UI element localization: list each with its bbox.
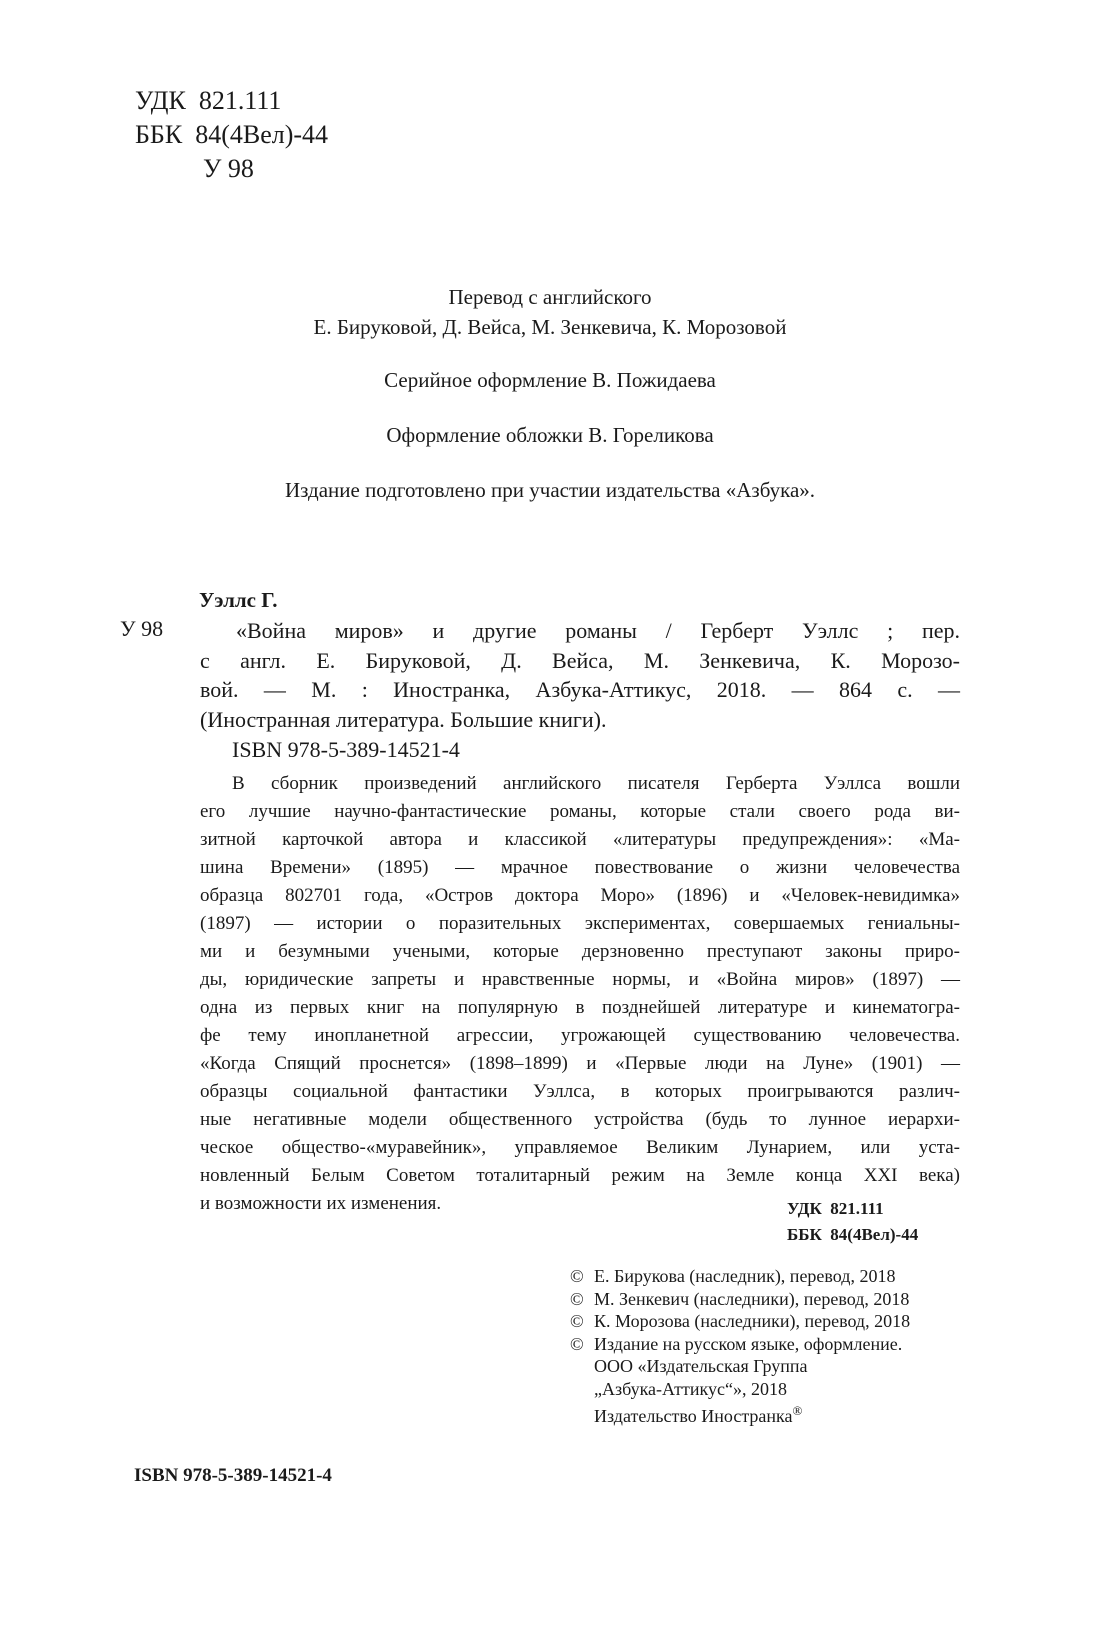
translators: Е. Бируковой, Д. Вейса, М. Зенкевича, К. Морозовой xyxy=(313,315,787,339)
abstract-line: образца 802701 года, «Остров доктора Моро» (1896) и «Человек-невидимка» xyxy=(200,885,960,906)
cover-design-credit: Оформление обложки В. Гореликова xyxy=(386,423,714,447)
copyright-icon: © xyxy=(570,1311,584,1331)
abstract-line: (1897) — истории о поразительных экспериментах, совершаемых гениальны- xyxy=(200,913,960,934)
copyright-icon: © xyxy=(570,1333,584,1354)
bbk-code: ББК 84(4Вел)-44 xyxy=(135,120,329,149)
bibliographic-description xyxy=(200,616,960,734)
copyright-block xyxy=(570,1265,910,1428)
copyright-continuation: Издательство Иностранка® xyxy=(594,1403,803,1426)
biblio-line: вой. — М. : Иностранка, Азбука-Аттикус, 2018. — 864 с. — xyxy=(200,677,960,702)
translation-label: Перевод с английского xyxy=(448,285,652,309)
abstract-line: ми и безумными учеными, которые дерзновенно преступают законы приро- xyxy=(200,941,960,962)
copyright-continuation: ООО «Издательская Группа xyxy=(594,1356,808,1376)
abstract-line: и возможности их изменения. xyxy=(200,1193,442,1214)
translation-credits xyxy=(0,282,1100,342)
abstract-line: «Когда Спящий проснется» (1898–1899) и «Первые люди на Луне» (1901) — xyxy=(200,1053,960,1074)
biblio-line: «Война миров» и другие романы / Герберт Уэллс ; пер. xyxy=(236,618,960,643)
copyright-continuation: „Азбука-Аттикус“», 2018 xyxy=(594,1378,787,1399)
prepared-with-note: Издание подготовлено при участии издательства «Азбука». xyxy=(284,478,816,502)
abstract-line: одна из первых книг на популярную в позднейшей литературе и кинематогра- xyxy=(200,997,960,1018)
classification-codes xyxy=(135,84,328,186)
abstract-line: зитной карточкой автора и классикой «литературы предупреждения»: «Ма- xyxy=(200,829,960,850)
abstract-line: фе тему инопланетной агрессии, угрожающей существованию человечества. xyxy=(200,1025,960,1046)
abstract-line: ческое общество-«муравейник», управляемое Великим Лунарием, или уста- xyxy=(200,1137,960,1158)
series-design-credit: Серийное оформление В. Пожидаева xyxy=(384,368,716,392)
catalog-cipher: У 98 xyxy=(120,616,164,641)
abstract-line: образцы социальной фантастики Уэллса, в которых проигрываются различ- xyxy=(200,1081,960,1102)
copyright-line: © М. Зенкевич (наследники), перевод, 2018 xyxy=(570,1288,910,1309)
biblio-line: (Иностранная литература. Большие книги). xyxy=(200,706,607,732)
abstract-line: ные негативные модели общественного устройства (будь то лунное иерархи- xyxy=(200,1109,960,1130)
author-mark: У 98 xyxy=(203,154,254,183)
copyright-icon: © xyxy=(570,1266,584,1286)
registered-trademark-icon: ® xyxy=(792,1403,803,1418)
footer-isbn: ISBN 978-5-389-14521-4 xyxy=(134,1465,332,1486)
abstract-line: шина Времени» (1895) — мрачное повествование о жизни человечества xyxy=(200,857,960,878)
footer-classification-codes xyxy=(787,1196,918,1248)
copyright-line: © Е. Бирукова (наследник), перевод, 2018 xyxy=(570,1266,896,1286)
copyright-line: © К. Морозова (наследники), перевод, 2018 xyxy=(570,1311,911,1331)
udk-code: УДК 821.111 xyxy=(135,86,282,115)
abstract-line: В сборник произведений английского писателя Герберта Уэллса вошли xyxy=(232,773,960,794)
footer-udk-code: УДК 821.111 xyxy=(787,1199,884,1218)
abstract-line: новленный Белым Советом тоталитарный режим на Земле конца XXI века) xyxy=(200,1165,960,1186)
copyright-icon: © xyxy=(570,1288,584,1309)
abstract-line: его лучшие научно-фантастические романы, которые стали своего рода ви- xyxy=(200,801,960,822)
catalog-isbn: ISBN 978-5-389-14521-4 xyxy=(232,737,460,762)
biblio-line: с англ. Е. Бируковой, Д. Вейса, М. Зенкевича, К. Морозо- xyxy=(200,647,960,673)
abstract-line: ды, юридические запреты и нравственные нормы, и «Война миров» (1897) — xyxy=(200,969,960,990)
catalog-author: Уэллс Г. xyxy=(199,588,278,612)
footer-bbk-code: ББК 84(4Вел)-44 xyxy=(787,1225,919,1244)
abstract xyxy=(200,770,960,1218)
copyright-line: © Издание на русском языке, оформление. xyxy=(570,1333,903,1354)
